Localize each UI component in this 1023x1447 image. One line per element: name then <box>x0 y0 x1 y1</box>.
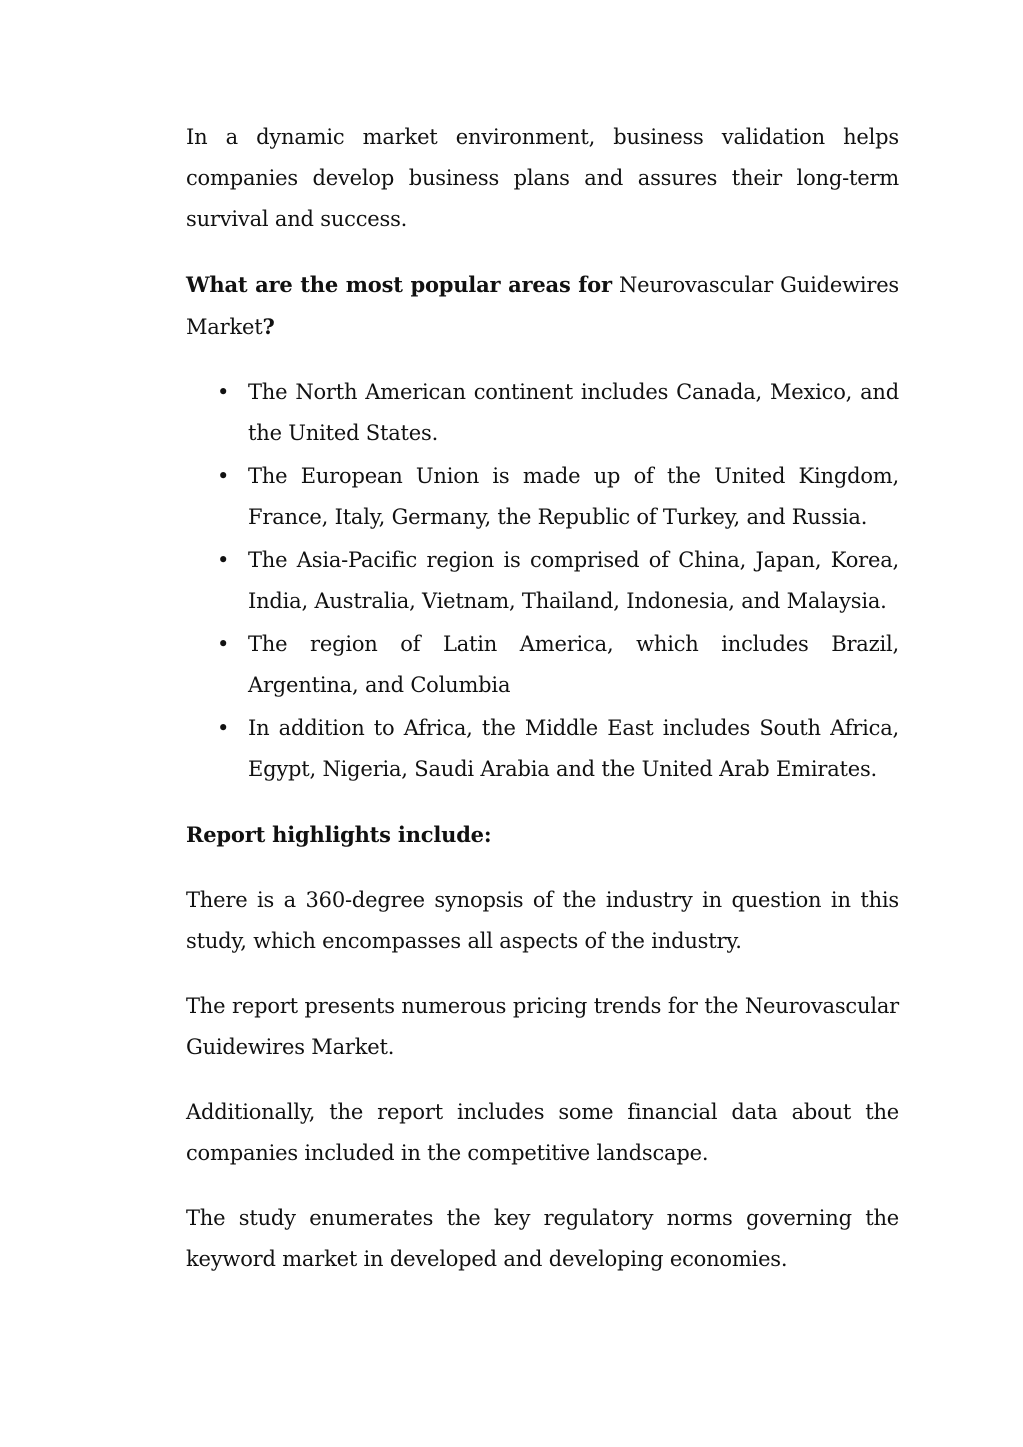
highlight-paragraph: The report presents numerous pricing trends for the Neurovascular Guidewires Market. <box>186 994 899 1059</box>
bullet-icon: • <box>217 464 230 488</box>
list-item-text: The Asia-Pacific region is comprised of China, Japan, Korea, India, Australia, Vietnam, Thailand, Indonesia, and Malaysia. <box>248 548 899 613</box>
highlights-heading-text: Report highlights include: <box>186 822 492 847</box>
highlight-paragraph: There is a 360-degree synopsis of the industry in question in this study, which encompasses all aspects of the industry. <box>186 888 899 953</box>
regions-list <box>186 372 899 790</box>
bullet-icon: • <box>217 716 230 740</box>
list-item <box>186 708 899 790</box>
list-item <box>186 456 899 538</box>
regions-question <box>186 264 899 348</box>
question-mark: ? <box>262 314 275 339</box>
bullet-icon: • <box>217 548 230 572</box>
highlights-heading <box>186 814 899 856</box>
highlight-paragraph: The study enumerates the key regulatory norms governing the keyword market in developed and developing economies. <box>186 1206 899 1271</box>
question-bold-text: What are the most popular areas for <box>186 272 612 297</box>
list-item <box>186 372 899 454</box>
highlight-paragraph: Additionally, the report includes some financial data about the companies included in the competitive landscape. <box>186 1100 899 1165</box>
list-item-text: In addition to Africa, the Middle East includes South Africa, Egypt, Nigeria, Saudi Arabia and the United Arab Emirates. <box>248 716 899 781</box>
bullet-icon: • <box>217 632 230 656</box>
list-item-text: The North American continent includes Canada, Mexico, and the United States. <box>248 380 899 445</box>
intro-paragraph: In a dynamic market environment, business validation helps companies develop business plans and assures their long-term survival and success. <box>186 125 899 231</box>
bullet-icon: • <box>217 380 230 404</box>
list-item-text: The European Union is made up of the United Kingdom, France, Italy, Germany, the Republic of Turkey, and Russia. <box>248 464 899 529</box>
list-item <box>186 624 899 706</box>
question-market-name: Neurovascular Guidewires Market <box>186 273 900 339</box>
list-item-text: The region of Latin America, which includes Brazil, Argentina, and Columbia <box>248 632 899 697</box>
list-item <box>186 540 899 622</box>
document-page <box>186 117 899 1280</box>
